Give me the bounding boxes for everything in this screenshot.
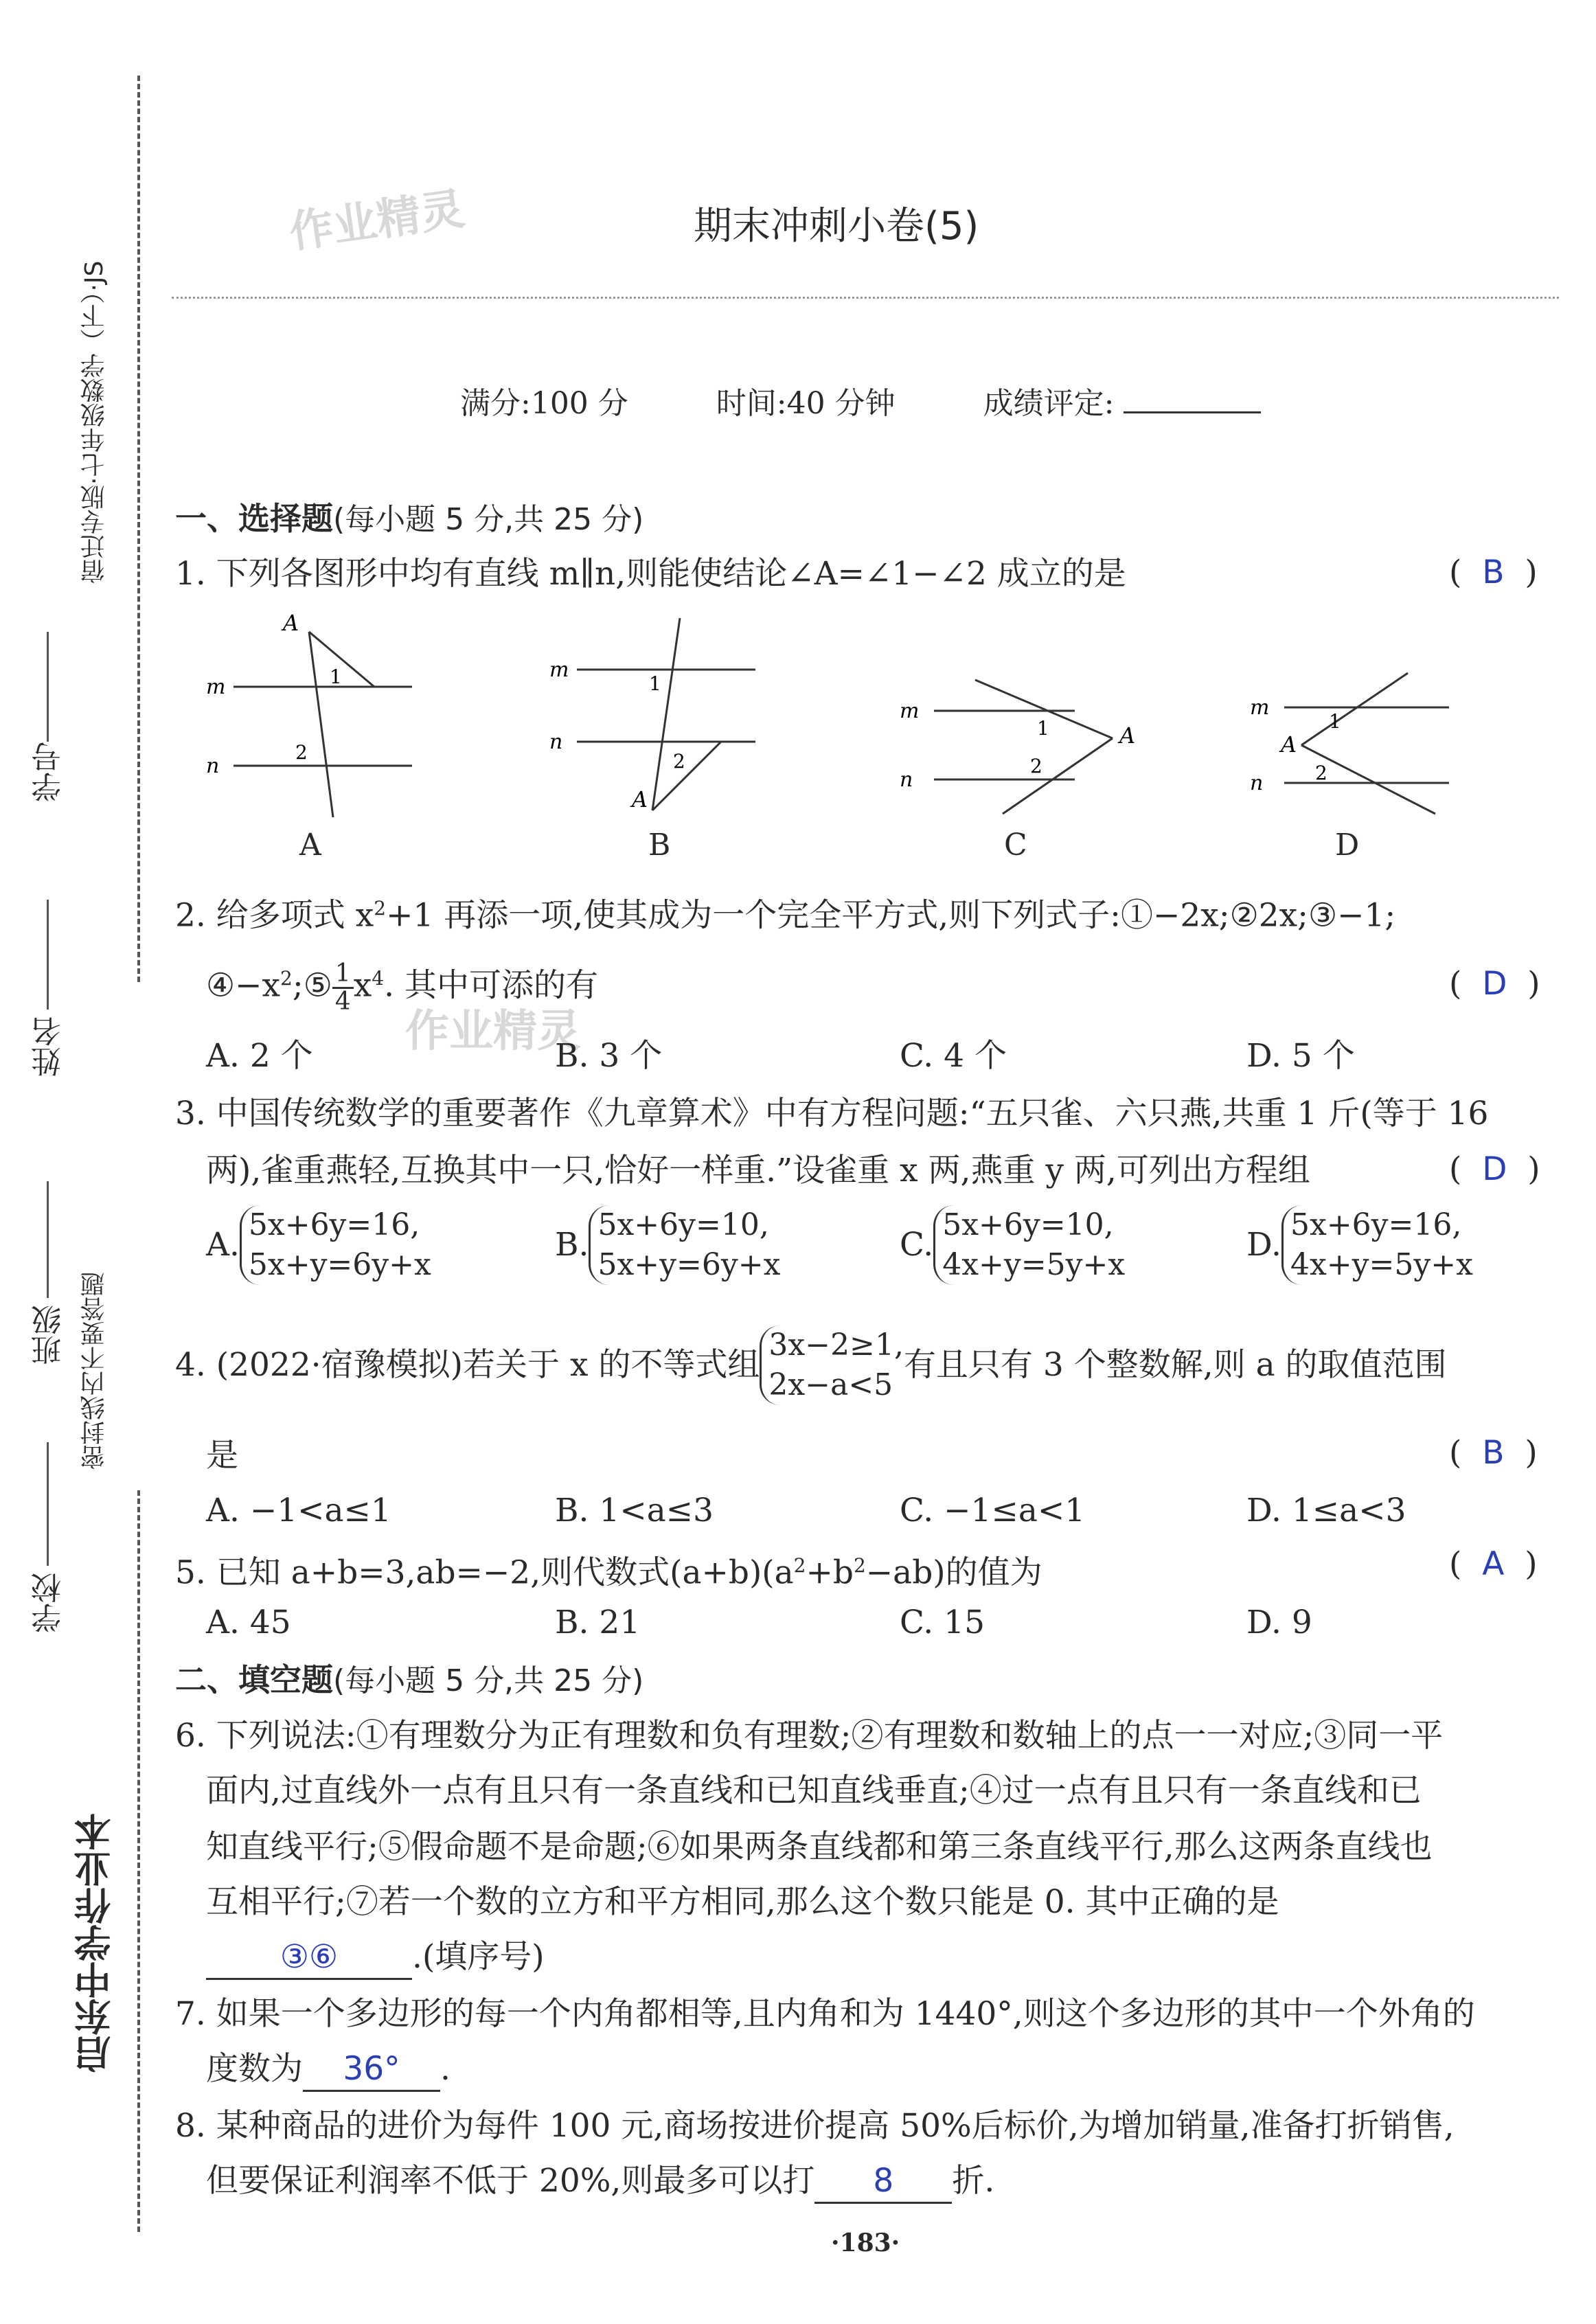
school-field-line [47,1442,49,1566]
question-2-line-1 [175,888,1395,937]
figure-d-label: D [1335,828,1360,863]
grade-blank[interactable] [1124,381,1261,413]
full-score: 满分:100 分 [460,386,628,421]
question-5-option-c[interactable]: C. 15 [900,1604,985,1641]
svg-text:2: 2 [1030,755,1042,777]
svg-text:2: 2 [295,741,308,764]
figure-a-label: A [299,828,321,863]
option-label: C. [900,1226,934,1264]
question-3-option-a[interactable] [206,1205,431,1285]
equation-1: 5x+6y=16, [248,1207,420,1242]
watermark-top: 作业精灵 [286,183,468,259]
equation-2: 4x+y=5y+x [1290,1247,1473,1282]
svg-text:m: m [549,658,569,682]
svg-text:1: 1 [1329,710,1341,733]
equation-2: 4x+y=5y+x [942,1247,1126,1282]
question-3-answer: D [1482,1150,1507,1188]
question-2-text-b: +1 再添一项,使其成为一个完全平方式,则下列式子:①−2x;②2x;③−1; [386,896,1396,935]
equation-1: 5x+6y=10, [942,1207,1114,1242]
question-3-answer-box: ( D ) [1449,1150,1540,1188]
question-2-option-a[interactable]: A. 2 个 [206,1037,313,1075]
fraction-denominator: 4 [334,988,351,1016]
question-2-line-2 [206,958,598,1015]
question-6-answer-blank[interactable]: ③⑥ [206,1937,412,1980]
book-edition-label: 宿迁专版·七年级数学（下）·JS [80,260,109,584]
question-8-tail: 折. [952,2162,995,2200]
watermark-middle: 作业精灵 [405,1006,581,1057]
option-label: A. [206,1226,240,1264]
question-5-text [175,1545,1042,1594]
figure-a [206,611,426,831]
equation-1: 5x+6y=16, [1290,1207,1462,1242]
equation-2: 5x+y=6y+x [597,1247,781,1282]
fraction-numerator: 1 [332,961,354,989]
question-7-answer-blank[interactable]: 36° [303,2049,440,2092]
question-7-tail: . [440,2050,451,2088]
question-1-answer: B [1482,554,1505,591]
equation-system [240,1205,431,1285]
question-5-text-a: 5. 已知 a+b=3,ab=−2,则代数式(a+b)(a [175,1553,794,1592]
question-4-option-d[interactable]: D. 1≤a<3 [1246,1492,1406,1529]
section-1-heading [175,498,643,540]
figure-c-label: C [1004,828,1027,863]
header-dotted-rule [172,297,1559,299]
student-number-field-line [47,632,49,742]
inequality-system [760,1325,904,1405]
school-field-label: 学校 [32,1573,67,1633]
equation-system [933,1205,1125,1285]
question-3-option-b[interactable] [555,1205,780,1285]
question-8-answer-blank[interactable]: 8 [814,2161,952,2204]
class-field-label: 班级 [32,1305,67,1365]
section-2-title: 二、填空题 [175,1661,333,1698]
grade-label: 成绩评定: [983,386,1115,421]
question-2-text-c: ④−x [206,966,281,1005]
question-8-line-1: 8. 某种商品的进价为每件 100 元,商场按进价提高 50%后标价,为增加销量,准备打折销售, [175,2107,1455,2145]
question-4-option-c[interactable]: C. −1≤a<1 [900,1492,1086,1529]
svg-text:1: 1 [649,672,661,695]
question-2-text-f: . 其中可添的有 [384,966,598,1005]
exam-info-row [460,381,1261,424]
section-1-title: 一、选择题 [175,500,333,537]
question-6-line-2: 面内,过直线外一点有且只有一条直线和已知直线垂直;④过一点有且只有一条直线和已 [206,1772,1422,1810]
question-4-answer-box: ( B ) [1449,1434,1538,1472]
inequality-2: 2x−a<5 [768,1367,893,1402]
question-8-line-2 [206,2161,994,2204]
svg-text:A: A [283,611,299,636]
svg-text:A: A [1119,722,1136,749]
seal-dashed-line-bottom [137,1490,140,2232]
question-5-exponent-1: 2 [793,1554,806,1577]
svg-text:n: n [206,754,220,778]
svg-text:2: 2 [1315,762,1327,784]
seal-dashed-line-top [137,76,140,982]
question-4-answer: B [1482,1434,1505,1472]
figure-d [1243,659,1463,824]
question-6-line-4: 互相平行;⑦若一个数的立方和平方相同,那么这个数只能是 0. 其中正确的是 [206,1883,1279,1921]
figure-b-label: B [648,828,671,863]
inequality-1: 3x−2≥1, [768,1328,904,1363]
question-6-line-3: 知直线平行;⑤假命题不是命题;⑥如果两条直线都和第三条直线平行,那么这两条直线也 [206,1828,1433,1866]
question-1-answer-box: ( B ) [1449,554,1538,591]
svg-text:1: 1 [1037,717,1049,740]
student-number-field-label: 学号 [32,742,67,802]
section-1-note: (每小题 5 分,共 25 分) [333,502,644,537]
question-7-text: 度数为 [206,2050,303,2088]
question-1-text: 1. 下列各图形中均有直线 m∥n,则能使结论∠A=∠1−∠2 成立的是 [175,555,1126,593]
figure-b [549,611,769,831]
question-2-fraction [332,961,354,1015]
question-5-exponent-2: 2 [853,1554,866,1577]
svg-text:A: A [632,786,648,812]
question-6-tail: .(填序号) [412,1938,545,1976]
class-field-line [47,1181,49,1298]
section-2-heading [175,1659,643,1702]
question-2-text-e: x [353,966,372,1005]
name-field-line [47,900,49,1010]
question-3-line-1: 3. 中国传统数学的重要著作《九章算术》中有方程问题:“五只雀、六只燕,共重 1 斤(等于 16 [175,1095,1489,1132]
question-6-line-5 [206,1937,545,1980]
equation-2: 5x+y=6y+x [248,1247,431,1282]
svg-text:1: 1 [330,665,342,688]
question-2-exponent-3: 4 [372,967,385,990]
question-5-text-b: +b [806,1553,854,1592]
brand-label: 启东中学作业本 [73,1813,117,2073]
question-5-option-a[interactable]: A. 45 [206,1604,291,1641]
svg-text:m: m [1250,696,1270,720]
question-2-text-a: 2. 给多项式 x [175,896,374,935]
question-2-answer: D [1482,965,1507,1003]
question-4-option-b[interactable]: B. 1<a≤3 [555,1492,714,1529]
time-limit: 时间:40 分钟 [716,386,896,421]
question-3-option-d[interactable] [1246,1205,1473,1285]
question-2-option-b[interactable]: B. 3 个 [555,1037,663,1075]
option-label: B. [555,1226,589,1264]
question-3-line-2: 两),雀重燕轻,互换其中一只,恰好一样重.”设雀重 x 两,燕重 y 两,可列出方程组 [206,1152,1310,1189]
page-number: ·183· [831,2229,900,2257]
name-field-label: 姓名 [32,1016,67,1077]
equation-system [1281,1205,1473,1285]
question-5-answer: A [1482,1545,1505,1583]
figure-c [900,659,1161,824]
equation-1: 5x+6y=10, [597,1207,769,1242]
question-5-text-c: −ab)的值为 [865,1553,1042,1592]
question-5-option-b[interactable]: B. 21 [555,1604,641,1641]
svg-text:2: 2 [673,750,685,773]
svg-text:n: n [549,730,563,754]
question-4-text-a: 4. (2022·宿豫模拟)若关于 x 的不等式组 [175,1346,760,1384]
svg-text:n: n [900,768,913,792]
question-2-exponent-2: 2 [280,967,293,990]
question-6-line-1: 6. 下列说法:①有理数分为正有理数和负有理数;②有理数和数轴上的点一一对应;③同一平 [175,1717,1444,1755]
svg-text:m: m [900,699,920,723]
question-2-option-d[interactable]: D. 5 个 [1246,1037,1355,1075]
question-4-line-2: 是 [206,1437,238,1474]
section-2-note: (每小题 5 分,共 25 分) [333,1663,644,1698]
question-8-text: 但要保证利润率不低于 20%,则最多可以打 [206,2162,815,2200]
question-7-line-2 [206,2049,451,2092]
svg-text:A: A [1281,731,1297,757]
option-label: D. [1246,1226,1281,1264]
question-3-option-c[interactable] [900,1205,1125,1285]
page-title: 期末冲刺小卷(5) [694,204,979,249]
svg-text:n: n [1250,771,1264,795]
svg-text:m: m [206,675,226,699]
question-5-option-d[interactable]: D. 9 [1246,1604,1312,1641]
question-2-text-d: ;⑤ [292,966,332,1005]
equation-system [589,1205,780,1285]
seal-warning-text: 密封线内不要答题 [80,1272,109,1470]
question-4-text-b: 有且只有 3 个整数解,则 a 的取值范围 [903,1346,1447,1384]
question-2-answer-box: ( D ) [1449,965,1540,1003]
question-4-option-a[interactable]: A. −1<a≤1 [206,1492,391,1529]
question-7-line-1: 7. 如果一个多边形的每一个内角都相等,且内角和为 1440°,则这个多边形的其中一个外角的 [175,1995,1475,2033]
question-2-option-c[interactable]: C. 4 个 [900,1037,1007,1075]
question-5-answer-box: ( A ) [1449,1545,1538,1583]
question-4-line-1 [175,1325,1447,1405]
question-2-exponent-1: 2 [374,897,387,920]
